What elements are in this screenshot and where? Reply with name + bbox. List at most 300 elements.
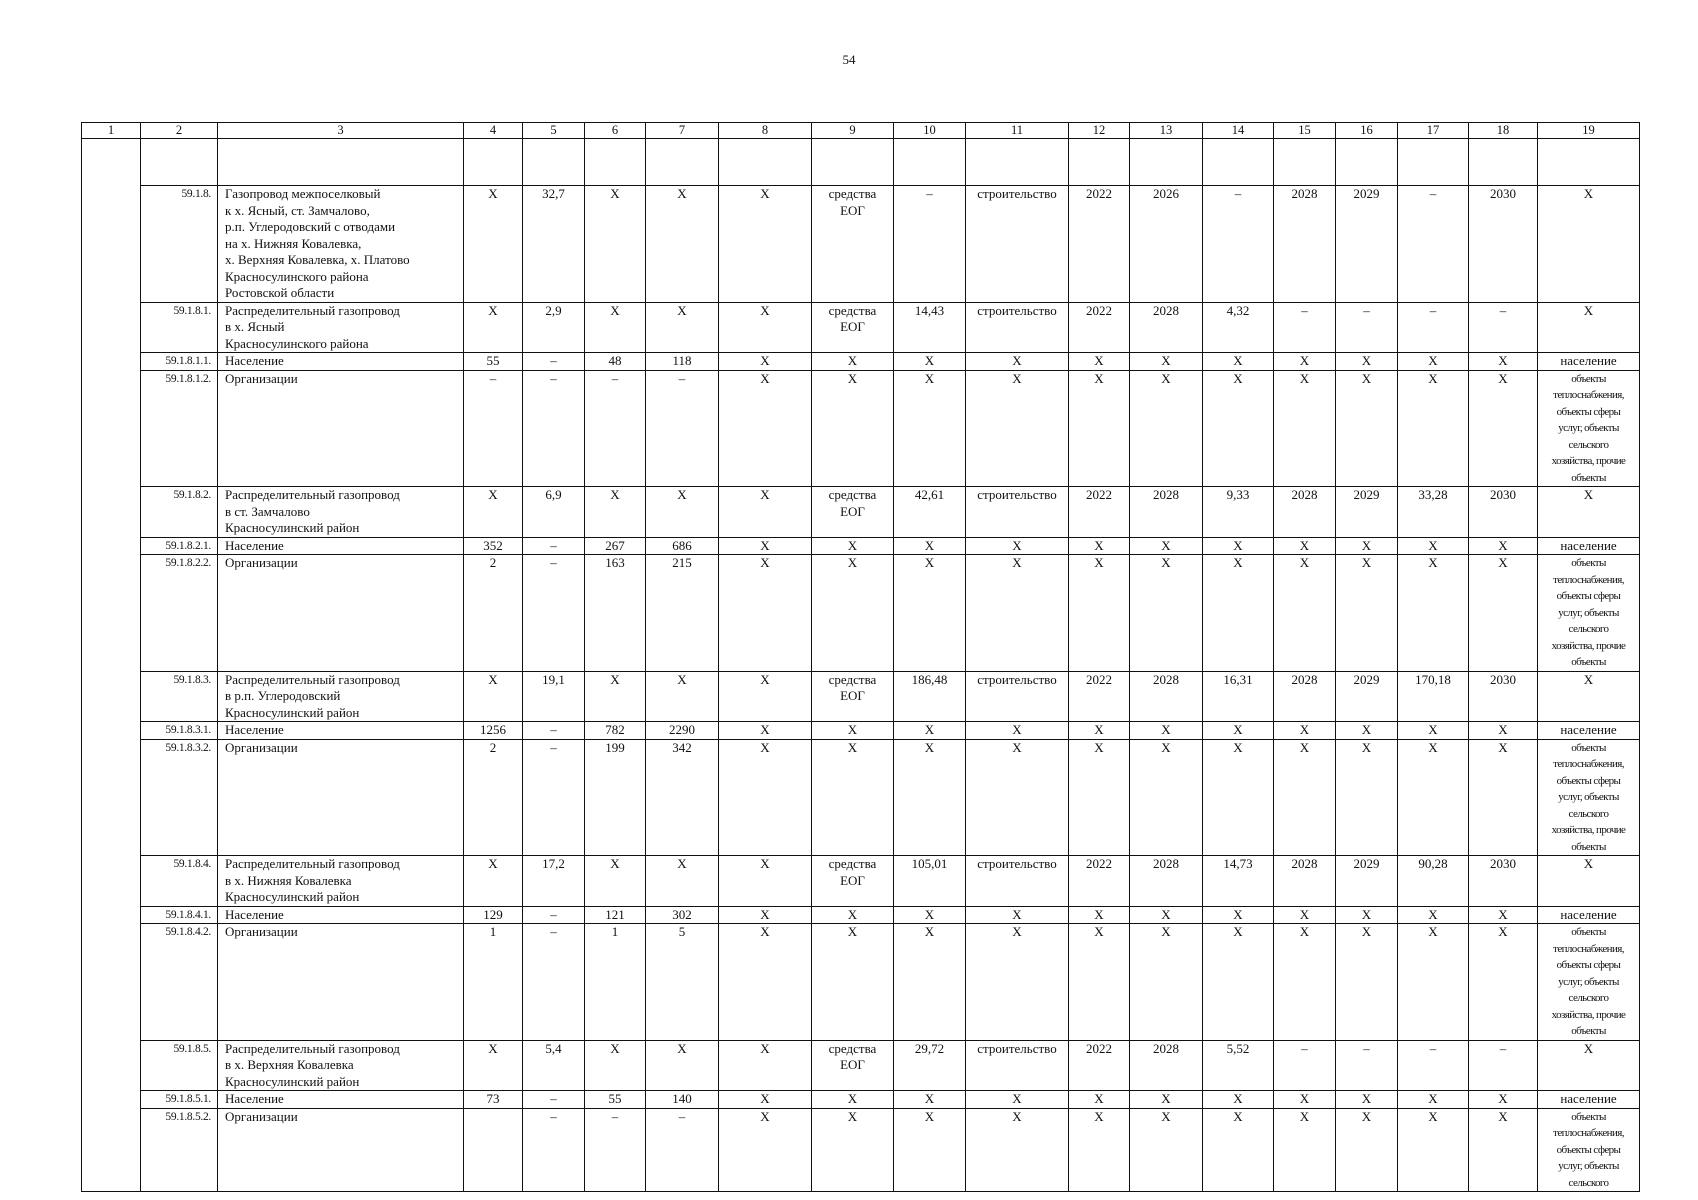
row-code-text: 59.1.8.2.1. (165, 539, 211, 552)
funding-source-cell (812, 924, 894, 1041)
col-18-cell (1469, 302, 1538, 353)
row-name-cell (218, 353, 464, 371)
funding-source-cell (812, 739, 894, 856)
col-10-cell (894, 739, 966, 856)
col-17-cell (1398, 1091, 1469, 1109)
consumers-note-text: объекты теплоснабжения, объекты сферы услуг, объекты сельского (1553, 1110, 1624, 1189)
row-code-text: 59.1.8.1.1. (165, 355, 211, 367)
funding-source-cell (812, 370, 894, 487)
col-17-text: – (1429, 186, 1437, 201)
col-8-text: Х (760, 906, 770, 922)
col-10-cell (894, 555, 966, 672)
col-14-text: Х (1233, 906, 1243, 922)
col-4-cell (464, 537, 523, 555)
table-row (82, 1091, 1640, 1109)
col-6-cell (585, 856, 646, 907)
col-18-cell (1469, 370, 1538, 487)
work-type-text: Х (1012, 739, 1022, 755)
work-type-cell (966, 370, 1069, 487)
col-7-text: – (678, 370, 686, 386)
col-4-cell (464, 186, 523, 303)
col-10-text: Х (924, 1108, 935, 1124)
col-4-text: 2 (489, 555, 497, 570)
row-code-cell (141, 370, 218, 487)
header-cell: 17 (1398, 123, 1469, 139)
col-12-text: 2022 (1086, 856, 1112, 871)
consumers-note-text: Х (1583, 487, 1594, 502)
consumers-note-text: объекты теплоснабжения, объекты сферы услуг, объекты сельского хозяйства, прочие объекты (1551, 557, 1626, 668)
header-cell: 7 (646, 123, 719, 139)
row-code-text: 59.1.8.3.2. (165, 741, 211, 754)
col-14-cell (1203, 671, 1274, 722)
col-13-text: Х (1161, 537, 1171, 553)
col-17-text: Х (1428, 537, 1438, 553)
col-5-text: – (550, 537, 557, 553)
col-18-cell (1469, 856, 1538, 907)
col-4-text: 1256 (480, 722, 506, 737)
col-17-text: Х (1428, 739, 1438, 755)
table-row (82, 370, 1640, 487)
col-15-text: 2028 (1291, 671, 1318, 687)
col-13-text: 2028 (1153, 856, 1179, 871)
row-code-cell (141, 555, 218, 672)
col-12-text: 2022 (1086, 186, 1112, 201)
col-12-cell (1069, 370, 1130, 487)
col-17-text: Х (1428, 1091, 1438, 1106)
col-7-text: 118 (672, 353, 692, 368)
col-15-cell (1274, 739, 1336, 856)
col-15-text: Х (1299, 370, 1310, 386)
col-5-text: – (550, 1091, 557, 1106)
table-row (82, 186, 1640, 303)
funding-source-text: Х (847, 1091, 858, 1106)
col-14-text: Х (1233, 1091, 1243, 1106)
col-17-cell (1398, 139, 1469, 186)
col-18-cell (1469, 1040, 1538, 1091)
col-4-cell (464, 487, 523, 538)
header-cell: 15 (1274, 123, 1336, 139)
col-7-cell (646, 1091, 719, 1109)
col-12-cell (1069, 555, 1130, 672)
col-12-cell (1069, 671, 1130, 722)
col-6-cell (585, 671, 646, 722)
row-code-text: 59.1.8.1.2. (165, 372, 211, 385)
col-4-cell (464, 302, 523, 353)
col-7-text: Х (677, 671, 687, 687)
header-row (82, 123, 1640, 139)
work-type-cell (966, 924, 1069, 1041)
col-12-cell (1069, 856, 1130, 907)
col-15-cell (1274, 353, 1336, 371)
row-code-text: 59.1.8.2.2. (165, 557, 211, 569)
col-4-text: Х (488, 671, 498, 687)
funding-source-text: средства ЕОГ (828, 487, 877, 519)
funding-source-cell (812, 487, 894, 538)
col-4-text: 73 (486, 1091, 500, 1106)
col-10-text: – (926, 186, 933, 201)
header-cell: 9 (812, 123, 894, 139)
col-7-cell (646, 487, 719, 538)
col-15-text: Х (1299, 353, 1310, 368)
col-18-text: – (1499, 1040, 1507, 1056)
work-type-text: Х (1012, 906, 1022, 922)
consumers-note-cell (1538, 722, 1640, 740)
row-name-text: Распределительный газопровод в х. Нижняя Ковалевка Красносулинский район (225, 856, 400, 904)
col-5-cell (523, 906, 585, 924)
col-16-cell (1336, 906, 1398, 924)
col-15-cell (1274, 856, 1336, 907)
col-14-text: 16,31 (1223, 671, 1253, 687)
funding-source-text: Х (847, 906, 858, 922)
col-10-text: Х (924, 555, 935, 570)
col-14-cell (1203, 739, 1274, 856)
col-10-cell (894, 906, 966, 924)
col-10-cell (894, 722, 966, 740)
col-14-text: Х (1233, 722, 1243, 737)
col-5-cell (523, 487, 585, 538)
col-13-text: Х (1161, 1108, 1171, 1124)
col-12-text: Х (1094, 906, 1104, 922)
table-row (82, 555, 1640, 672)
col-13-cell (1130, 186, 1203, 303)
col-15-text: Х (1299, 555, 1310, 570)
col-4-cell (464, 555, 523, 672)
header-cell: 16 (1336, 123, 1398, 139)
col-15-cell (1274, 906, 1336, 924)
funding-source-cell (812, 671, 894, 722)
table-row (82, 739, 1640, 856)
col-15-cell (1274, 139, 1336, 186)
col-13-text: 2028 (1153, 1040, 1179, 1056)
col-12-cell (1069, 487, 1130, 538)
consumers-note-cell (1538, 302, 1640, 353)
col-16-cell (1336, 537, 1398, 555)
col-14-text: 9,33 (1226, 487, 1250, 502)
col-16-text: Х (1361, 537, 1372, 553)
work-type-text: строительство (977, 487, 1057, 502)
row-code-text: 59.1.8.5. (173, 1042, 211, 1055)
col-13-cell (1130, 906, 1203, 924)
funding-source-text: Х (847, 722, 858, 737)
col-18-cell (1469, 906, 1538, 924)
col-14-text: – (1234, 186, 1242, 201)
col-17-text: Х (1428, 555, 1438, 570)
col-16-text: Х (1361, 370, 1372, 386)
col-13-cell (1130, 555, 1203, 672)
col-18-text: Х (1498, 537, 1508, 553)
col-15-cell (1274, 370, 1336, 487)
col-17-cell (1398, 856, 1469, 907)
col-10-text: 186,48 (911, 671, 948, 687)
col-18-cell (1469, 1108, 1538, 1192)
funding-source-cell (812, 906, 894, 924)
header-cell: 12 (1069, 123, 1130, 139)
col-4-cell (464, 722, 523, 740)
col-17-cell (1398, 722, 1469, 740)
col-17-text: 90,28 (1418, 856, 1448, 871)
col-6-cell (585, 487, 646, 538)
consumers-note-cell (1538, 555, 1640, 672)
col-4-text: Х (488, 1040, 498, 1056)
col-15-text: Х (1299, 1091, 1310, 1106)
work-type-cell (966, 906, 1069, 924)
col-6-text: Х (610, 856, 620, 871)
col-6-cell (585, 370, 646, 487)
col-15-cell (1274, 671, 1336, 722)
data-table (81, 122, 1640, 1192)
col-12-text: Х (1094, 537, 1104, 553)
row-name-text: Распределительный газопровод в р.п. Углеродовский Красносулинский район (225, 671, 400, 720)
col-15-text: Х (1299, 924, 1310, 939)
col-13-cell (1130, 924, 1203, 1041)
col-4-text: Х (488, 302, 498, 318)
col-7-text: 215 (672, 555, 692, 570)
col-5-text: – (550, 1108, 557, 1124)
funding-source-cell (812, 722, 894, 740)
col-15-text: Х (1299, 1108, 1310, 1124)
row-code-cell (141, 186, 218, 303)
consumers-note-cell (1538, 671, 1640, 722)
col-13-cell (1130, 671, 1203, 722)
col-10-text: 14,43 (914, 302, 945, 318)
col-13-text: Х (1161, 924, 1171, 939)
col-18-text: 2030 (1490, 856, 1516, 871)
col-4-cell (464, 1040, 523, 1091)
col-8-cell (719, 671, 812, 722)
col-13-cell (1130, 1091, 1203, 1109)
col-6-text: Х (610, 487, 620, 502)
col-14-cell (1203, 139, 1274, 186)
row-code-cell (141, 353, 218, 371)
col-5-text: 5,4 (545, 1040, 562, 1056)
col-4-text: 1 (489, 924, 497, 939)
col-13-text: 2026 (1153, 186, 1179, 201)
col-14-cell (1203, 906, 1274, 924)
col-18-text: Х (1498, 924, 1508, 939)
col-16-cell (1336, 1040, 1398, 1091)
funding-source-text: Х (847, 1108, 858, 1124)
col-8-cell (719, 1108, 812, 1192)
row-name-text: Распределительный газопровод в ст. Замчалово Красносулинский район (225, 487, 400, 535)
col-4-cell (464, 353, 523, 371)
col-7-text: 686 (672, 537, 692, 553)
col-8-text: Х (760, 302, 770, 318)
col-7-cell (646, 302, 719, 353)
col-6-cell (585, 353, 646, 371)
col-16-cell (1336, 186, 1398, 303)
col-12-cell (1069, 302, 1130, 353)
row-name-cell (218, 302, 464, 353)
row-code-cell (141, 671, 218, 722)
col-14-text: 5,52 (1226, 1040, 1250, 1056)
col-7-cell (646, 139, 719, 186)
col-10-text: Х (924, 1091, 935, 1106)
col-8-cell (719, 555, 812, 672)
work-type-text: Х (1012, 1108, 1022, 1124)
col-18-cell (1469, 487, 1538, 538)
col-5-cell (523, 856, 585, 907)
col-15-text: Х (1299, 722, 1310, 737)
consumers-note-text: Х (1583, 302, 1594, 318)
col-12-text: 2022 (1086, 671, 1112, 687)
col-14-text: Х (1233, 370, 1243, 386)
row-code-text: 59.1.8.4. (173, 858, 211, 870)
col-4-cell (464, 139, 523, 186)
col-17-cell (1398, 353, 1469, 371)
col-12-text: Х (1094, 722, 1104, 737)
funding-source-text: Х (847, 370, 858, 386)
col-5-cell (523, 722, 585, 740)
col-16-text: Х (1361, 906, 1372, 922)
col-15-cell (1274, 1108, 1336, 1192)
col-14-cell (1203, 537, 1274, 555)
col-13-cell (1130, 739, 1203, 856)
col-6-text: – (611, 370, 619, 386)
row-code-text: 59.1.8.3. (173, 673, 211, 686)
col-5-text: 6,9 (545, 487, 562, 502)
col-16-text: Х (1361, 1091, 1372, 1106)
col-7-cell (646, 671, 719, 722)
col-18-cell (1469, 537, 1538, 555)
col-5-cell (523, 555, 585, 672)
col-15-text: 2028 (1291, 487, 1318, 502)
header-cell: 19 (1538, 123, 1640, 139)
col-7-cell (646, 722, 719, 740)
col-17-text: Х (1428, 722, 1438, 737)
row-code-text: 59.1.8. (181, 188, 211, 200)
work-type-text: строительство (977, 1040, 1057, 1056)
col-13-cell (1130, 302, 1203, 353)
row-name-text: Организации (225, 555, 298, 570)
col-10-text: 105,01 (911, 856, 948, 871)
work-type-cell (966, 186, 1069, 303)
work-type-cell (966, 302, 1069, 353)
col-6-cell (585, 186, 646, 303)
row-name-text: Население (225, 722, 284, 737)
work-type-cell (966, 722, 1069, 740)
col-5-text: – (550, 906, 557, 922)
row-name-cell (218, 856, 464, 907)
col-7-text: Х (677, 1040, 687, 1056)
col-4-text: 352 (483, 537, 503, 553)
funding-source-cell (812, 139, 894, 186)
col-15-text: – (1301, 302, 1308, 318)
col-6-text: 163 (605, 555, 625, 570)
work-type-cell (966, 555, 1069, 672)
funding-source-text: средства ЕОГ (828, 856, 877, 888)
col-13-text: Х (1161, 1091, 1171, 1106)
funding-source-cell (812, 856, 894, 907)
col-17-cell (1398, 537, 1469, 555)
row-name-text: Население (225, 353, 284, 368)
row-code-cell (141, 1108, 218, 1192)
col-6-text: 267 (605, 537, 625, 553)
col-10-cell (894, 139, 966, 186)
col-10-text: Х (924, 722, 935, 737)
consumers-note-cell (1538, 1091, 1640, 1109)
col-7-text: 5 (678, 924, 686, 939)
consumers-note-cell (1538, 1108, 1640, 1192)
col-15-cell (1274, 186, 1336, 303)
col-10-text: Х (924, 353, 935, 368)
work-type-text: строительство (977, 856, 1057, 871)
col-6-cell (585, 1091, 646, 1109)
col-13-cell (1130, 139, 1203, 186)
col-16-cell (1336, 924, 1398, 1041)
col-4-text: 2 (489, 739, 497, 755)
col-8-text: Х (760, 1108, 770, 1124)
header-cell: 11 (966, 123, 1069, 139)
col-17-cell (1398, 302, 1469, 353)
funding-source-text: средства ЕОГ (828, 1040, 877, 1072)
row-name-cell (218, 370, 464, 487)
col-8-text: Х (760, 856, 770, 871)
col-16-cell (1336, 722, 1398, 740)
col-17-cell (1398, 906, 1469, 924)
work-type-text: Х (1012, 537, 1022, 553)
col-5-cell (523, 671, 585, 722)
col-12-cell (1069, 1091, 1130, 1109)
col-12-cell (1069, 906, 1130, 924)
col-6-text: Х (610, 302, 620, 318)
work-type-cell (966, 139, 1069, 186)
row-name-text: Газопровод межпоселковый к х. Ясный, ст. Замчалово, р.п. Углеродовский с отводами на х. Нижняя Ковалевка, х. Верхняя Ковалевка, х. Платово Красносулинского района Ростовской области (225, 186, 410, 300)
col-4-cell (464, 671, 523, 722)
col-5-text: – (550, 924, 557, 939)
col-15-text: Х (1299, 906, 1310, 922)
col-5-text: – (550, 722, 557, 737)
row-name-cell (218, 555, 464, 672)
col-7-text: Х (677, 302, 687, 318)
col-17-text: Х (1428, 1108, 1438, 1124)
funding-source-cell (812, 1091, 894, 1109)
row-name-text: Организации (225, 739, 298, 755)
col-5-text: 2,9 (545, 302, 562, 318)
col-5-cell (523, 186, 585, 303)
row-name-cell (218, 906, 464, 924)
col-18-cell (1469, 1091, 1538, 1109)
col-18-text: 2030 (1490, 186, 1516, 201)
col-15-cell (1274, 1040, 1336, 1091)
col-7-cell (646, 537, 719, 555)
consumers-note-cell (1538, 353, 1640, 371)
table-row (82, 722, 1640, 740)
col-8-cell (719, 186, 812, 303)
row-name-cell (218, 1091, 464, 1109)
table-row (82, 487, 1640, 538)
col-7-text: Х (677, 186, 687, 201)
table-row (82, 1108, 1640, 1192)
col-15-text: 2028 (1291, 186, 1318, 201)
col-14-cell (1203, 1091, 1274, 1109)
col-8-text: Х (760, 186, 770, 201)
row-code-cell (141, 139, 218, 186)
work-type-text: Х (1012, 370, 1022, 386)
consumers-note-text: объекты теплоснабжения, объекты сферы услуг, объекты сельского хозяйства, прочие объекты (1551, 372, 1626, 484)
col-13-cell (1130, 537, 1203, 555)
col-10-text: 29,72 (914, 1040, 945, 1056)
work-type-cell (966, 1108, 1069, 1192)
funding-source-text: средства ЕОГ (828, 186, 877, 218)
col-13-text: Х (1161, 555, 1171, 570)
consumers-note-cell (1538, 487, 1640, 538)
col-5-text: – (550, 555, 557, 570)
col-16-text: – (1363, 1040, 1370, 1056)
work-type-text: строительство (977, 302, 1057, 318)
col-4-cell (464, 739, 523, 856)
col-10-cell (894, 370, 966, 487)
col-10-cell (894, 1040, 966, 1091)
